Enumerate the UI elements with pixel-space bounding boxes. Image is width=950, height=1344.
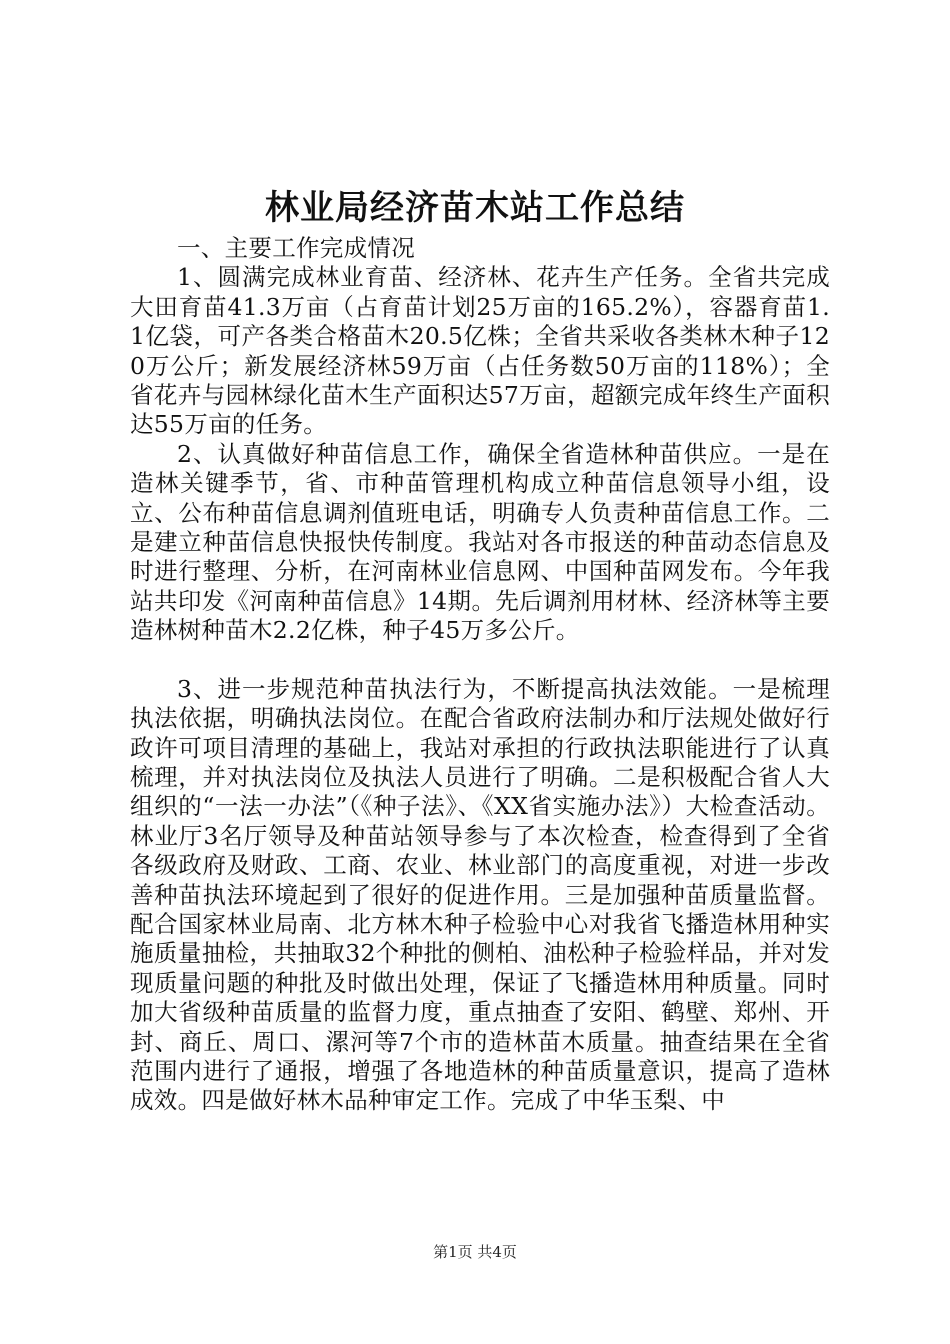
paragraph-2: 2、认真做好种苗信息工作，确保全省造林种苗供应。一是在造林关键季节，省、市种苗管理机构成立种苗信息领导小组，设立、公布种苗信息调剂值班电话，明确专人负责种苗信息工作。二是建立种苗信息快报快传制度。我站对各市报送的种苗动态信息及时进行整理、分析，在河南林业信息网、中国种苗网发布。今年我站共印发《河南种苗信息》14期。先后调剂用材林、经济林等主要造林树种苗木2.2亿株，种子45万多公斤。 [130,439,830,645]
section-heading: 一、主要工作完成情况 [177,234,415,262]
document-title: 林业局经济苗木站工作总结 [265,188,685,228]
paragraph-3: 3、进一步规范种苗执法行为，不断提高执法效能。一是梳理执法依据，明确执法岗位。在配合省政府法制办和厅法规处做好行政许可项目清理的基础上，我站对承担的行政执法职能进行了认真梳理，并对执法岗位及执法人员进行了明确。二是积极配合省人大组织的“一法一办法”（《种子法》、《XX省实施办法》）大检查活动。林业厅3名厅领导及种苗站领导参与了本次检查，检查得到了全省各级政府及财政、工商、农业、林业部门的高度重视，对进一步改善种苗执法环境起到了很好的促进作用。三是加强种苗质量监督。配合国家林业局南、北方林木种子检验中心对我省飞播造林用种实施质量抽检，共抽取32个种批的侧柏、油松种子检验样品，并对发现质量问题的种批及时做出处理，保证了飞播造林用种质量。同时加大省级种苗质量的监督力度，重点抽查了安阳、鹤壁、郑州、开封、商丘、周口、漯河等7个市的造林苗木质量。抽查结果在全省范围内进行了通报，增强了各地造林的种苗质量意识，提高了造林成效。四是做好林木品种审定工作。完成了中华玉梨、中 [130,674,830,1115]
paragraph-1: 1、圆满完成林业育苗、经济林、花卉生产任务。全省共完成大田育苗41.3万亩（占育苗计划25万亩的165.2%），容器育苗1.1亿袋，可产各类合格苗木20.5亿株；全省共采收各类林木种子120万公斤；新发展经济林59万亩（占任务数50万亩的118%）；全省花卉与园林绿化苗木生产面积达57万亩，超额完成年终生产面积达55万亩的任务。 [130,263,830,439]
page-footer: 第1页 共4页 [433,1243,517,1261]
document-body [130,234,830,1116]
